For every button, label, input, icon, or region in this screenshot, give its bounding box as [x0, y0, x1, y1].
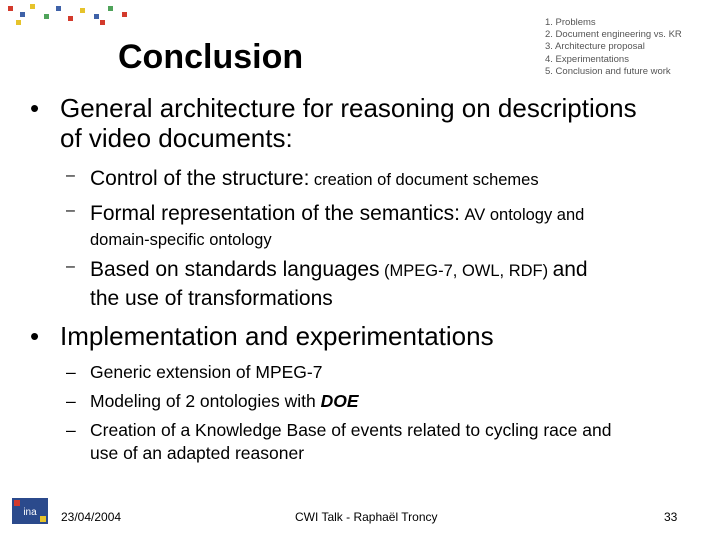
sub-bullet-detail: domain-specific ontology	[90, 231, 272, 249]
dash-marker: –	[66, 420, 76, 440]
sub-bullet-text: Generic extension of MPEG-7	[90, 362, 323, 382]
sub-bullet-bold: Formal representation of the semantics:	[90, 202, 461, 225]
outline-item: 1. Problems	[545, 17, 596, 28]
dash-marker: –	[66, 362, 76, 382]
outline-item: 3. Architecture proposal	[545, 41, 645, 53]
dash-marker: –	[66, 258, 75, 275]
page-title: Conclusion	[118, 38, 304, 76]
sub-bullet-mpeg7	[66, 361, 323, 384]
sub-bullet-detail: creation of document schemes	[313, 171, 539, 189]
sub-bullet-structure	[66, 167, 539, 191]
bullet-architecture	[30, 93, 700, 153]
dash-marker: –	[66, 167, 75, 184]
sub-bullet-text: Modeling of 2 ontologies with	[90, 391, 316, 411]
sub-bullet-line: the use of transformations	[90, 287, 333, 310]
dash-marker: –	[66, 391, 76, 411]
bullet-line: General architecture for reasoning on descriptions	[60, 93, 637, 123]
sub-bullet-ontologies	[66, 390, 359, 413]
sub-bullet-bold: Control of the structure:	[90, 167, 310, 190]
bullet-implementation	[30, 321, 700, 351]
sub-bullet-detail: AV ontology and	[464, 206, 585, 224]
doe-emphasis: DOE	[320, 391, 359, 411]
bullet-dot: •	[30, 93, 40, 123]
bullet-line: of video documents:	[60, 123, 293, 153]
sub-bullet-bold: Based on standards languages	[90, 258, 380, 281]
outline-item: 5. Conclusion and future work	[545, 65, 671, 77]
footer-talk: CWI Talk - Raphaël Troncy	[295, 510, 438, 524]
sub-bullet-standards	[66, 258, 588, 282]
outline-item: 2. Document engineering vs. KR	[545, 29, 682, 41]
sub-bullet-detail: (MPEG-7, OWL, RDF)	[384, 262, 549, 280]
footer-date: 23/04/2004	[61, 510, 122, 524]
sub-bullet-knowledge-base	[66, 419, 710, 465]
sub-bullet-text: use of an adapted reasoner	[90, 443, 305, 463]
outline-item: 4. Experimentations	[545, 53, 629, 65]
outline-list	[545, 17, 682, 78]
sub-bullet-bold: and	[552, 258, 588, 281]
page-number: 33	[664, 510, 678, 524]
bullet-dot: •	[30, 321, 40, 351]
decorative-squares	[0, 0, 140, 28]
logo-text: ina	[23, 507, 37, 518]
bullet-line: Implementation and experimentations	[60, 321, 494, 351]
sub-bullet-semantics	[66, 202, 585, 226]
ina-logo	[12, 498, 48, 524]
dash-marker: –	[66, 202, 75, 219]
sub-bullet-text: Creation of a Knowledge Base of events related to cycling race and	[90, 420, 612, 440]
